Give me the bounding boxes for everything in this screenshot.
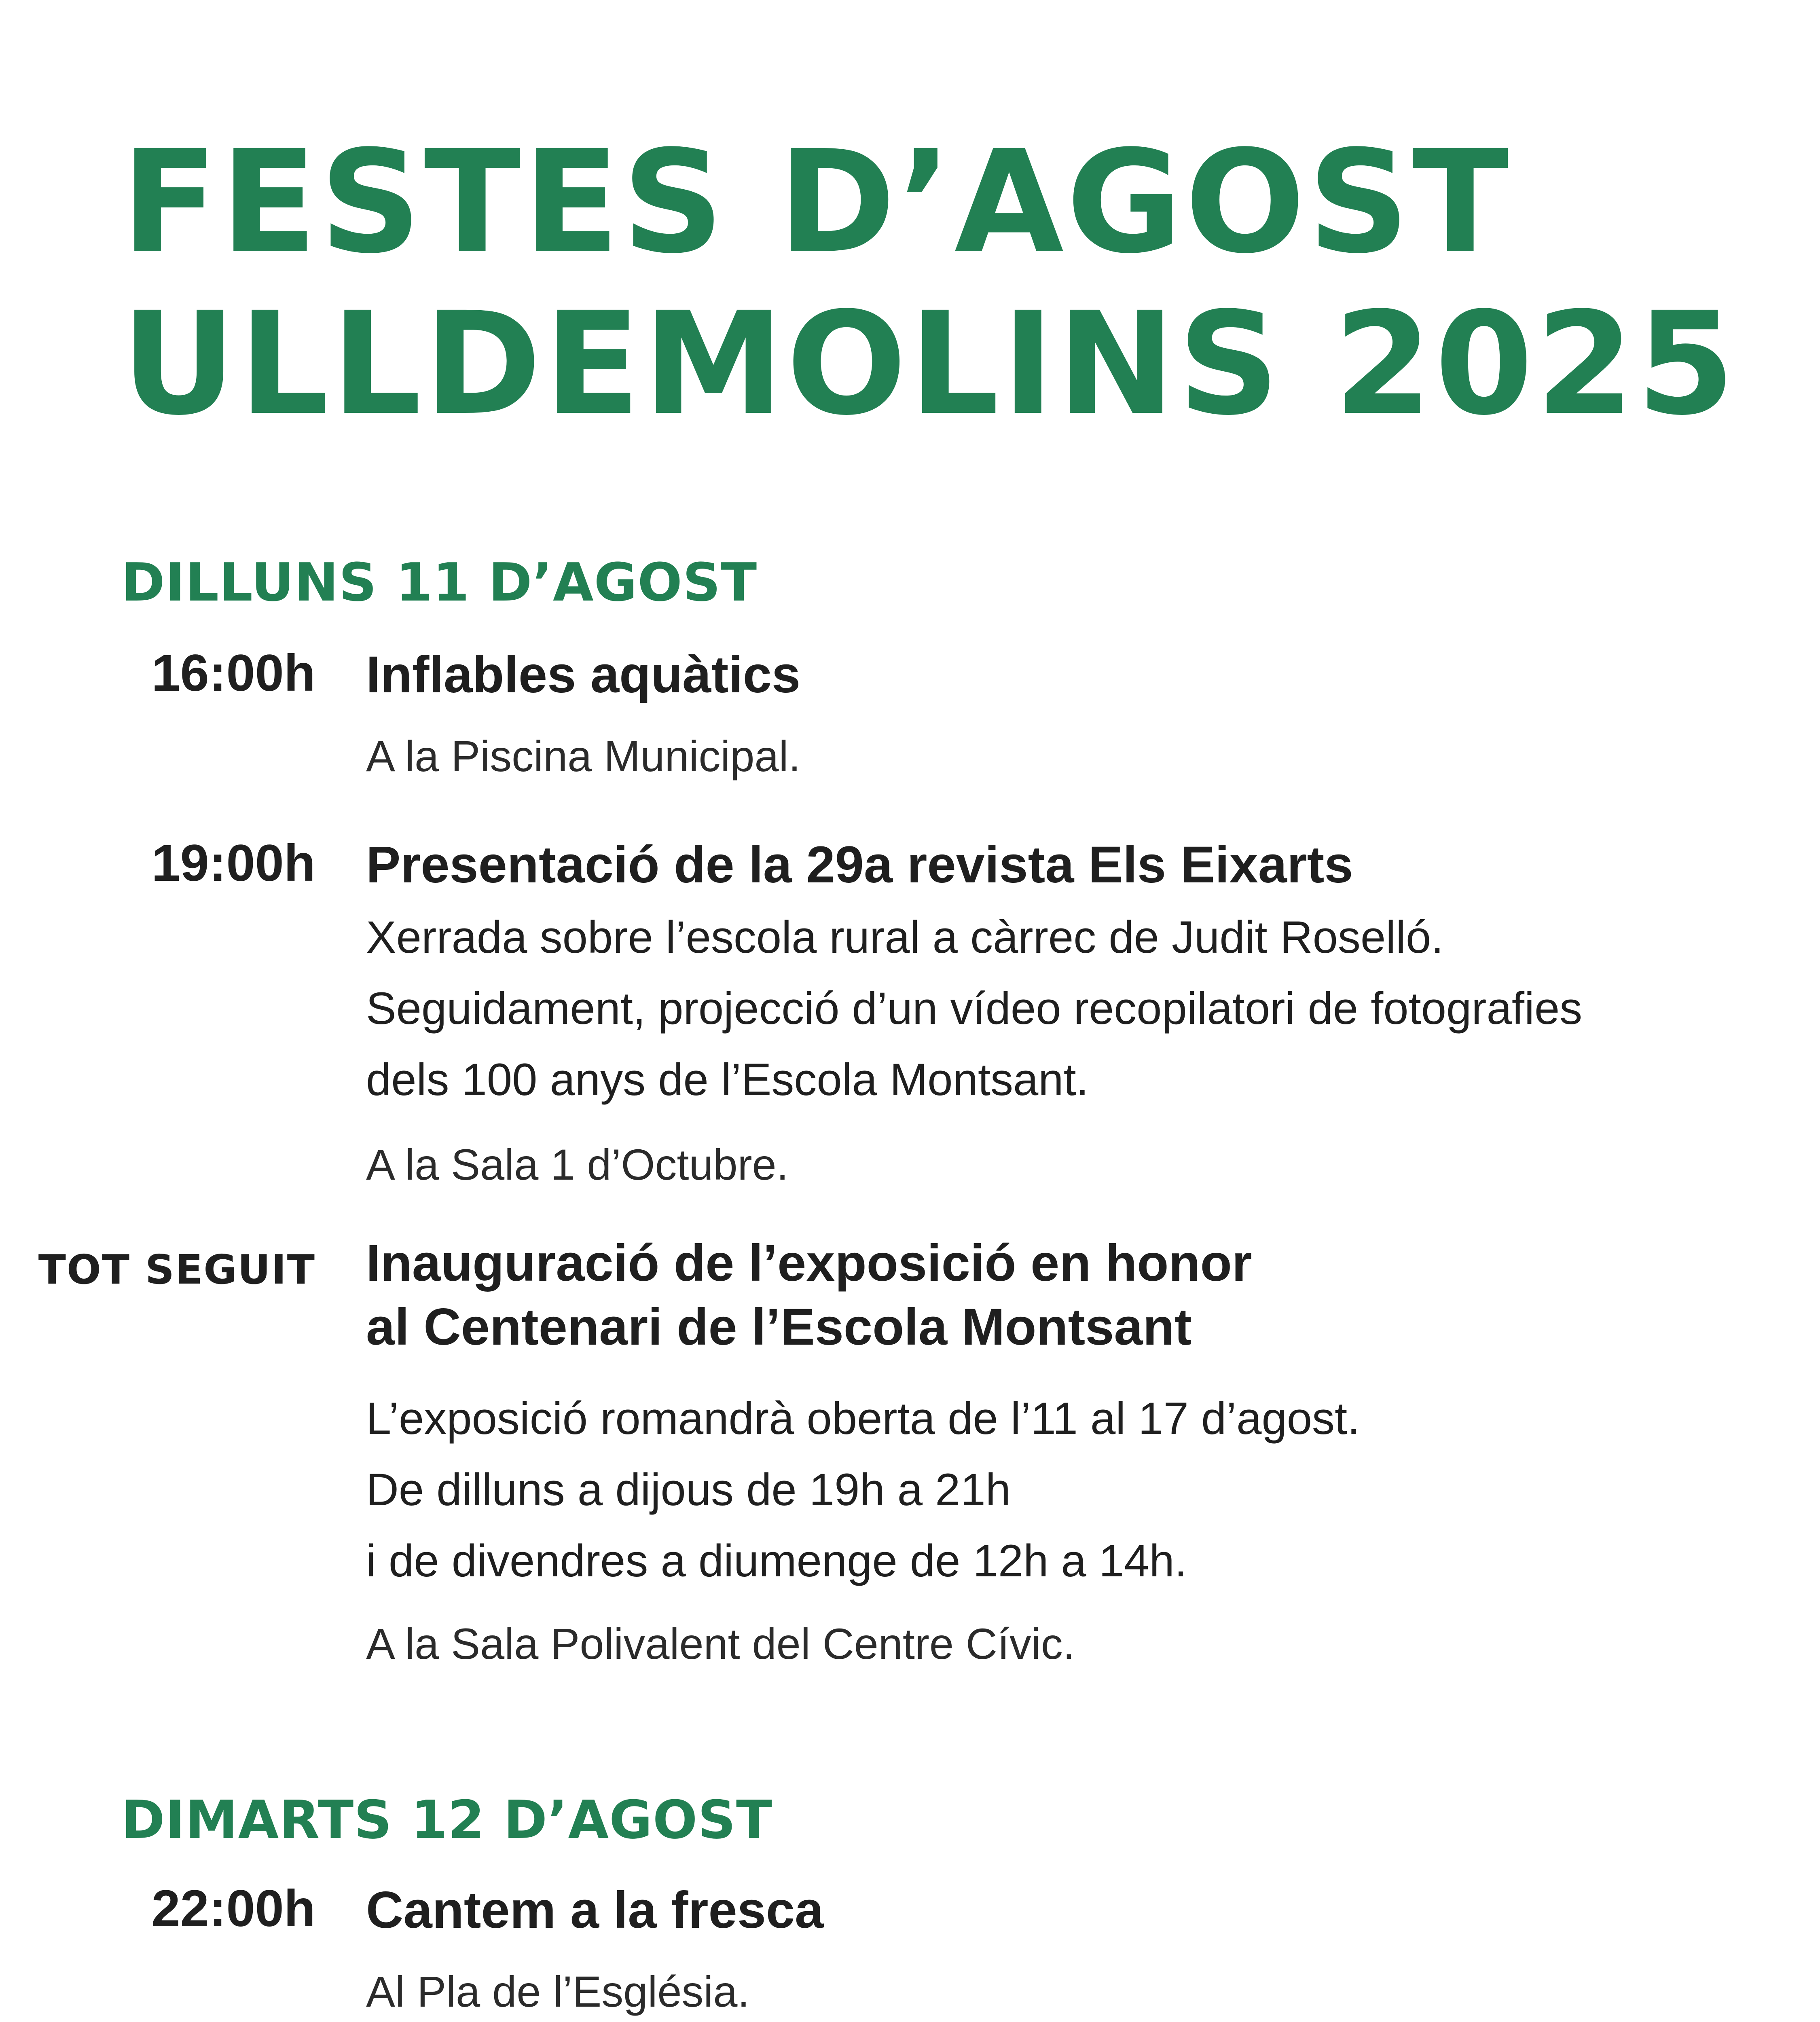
event-title-line: Inflables aquàtics — [366, 646, 801, 704]
event-location: Al Pla de l’Església. — [366, 1967, 750, 2016]
event-location: A la Sala Polivalent del Centre Cívic. — [366, 1619, 1075, 1668]
event-location: A la Sala 1 d’Octubre. — [366, 1140, 789, 1189]
event-time: 22:00h — [151, 1880, 315, 1937]
event-description-line: i de divendres a diumenge de 12h a 14h. — [366, 1536, 1187, 1586]
event-title-line: al Centenari de l’Escola Montsant — [366, 1298, 1192, 1356]
event-location: A la Piscina Municipal. — [366, 732, 801, 780]
day-heading-monday: DILLUNS 11 D’AGOST — [121, 552, 758, 613]
event-title-line: Presentació de la 29a revista Els Eixarts — [366, 836, 1353, 894]
event-description-line: De dilluns a dijous de 19h a 21h — [366, 1464, 1011, 1515]
title-line-1: FESTES D’AGOST — [121, 120, 1511, 285]
event-time: TOT SEGUIT — [38, 1246, 315, 1293]
event-title-line: Inauguració de l’exposició en honor — [366, 1234, 1252, 1292]
event-title-line: Cantem a la fresca — [366, 1881, 824, 1939]
event-description-line: dels 100 anys de l’Escola Montsant. — [366, 1054, 1089, 1105]
event-title — [366, 643, 800, 707]
day-heading-tuesday: DIMARTS 12 D’AGOST — [121, 1789, 772, 1851]
event-description-line: L’exposició romandrà oberta de l’11 al 17 d’agost. — [366, 1393, 1360, 1444]
event-time: 16:00h — [151, 644, 315, 702]
event-description — [366, 902, 1582, 1115]
event-description — [366, 1383, 1360, 1597]
event-title — [366, 833, 1353, 897]
event-title — [366, 1231, 1252, 1359]
page-title — [121, 121, 1737, 445]
title-line-2: ULLDEMOLINS 2025 — [121, 281, 1737, 446]
event-description-line: Seguidament, projecció d’un vídeo recopilatori de fotografies — [366, 983, 1583, 1034]
event-description-line: Xerrada sobre l’escola rural a càrrec de Judit Roselló. — [366, 912, 1444, 962]
event-title — [366, 1878, 823, 1942]
event-time: 19:00h — [151, 834, 315, 892]
